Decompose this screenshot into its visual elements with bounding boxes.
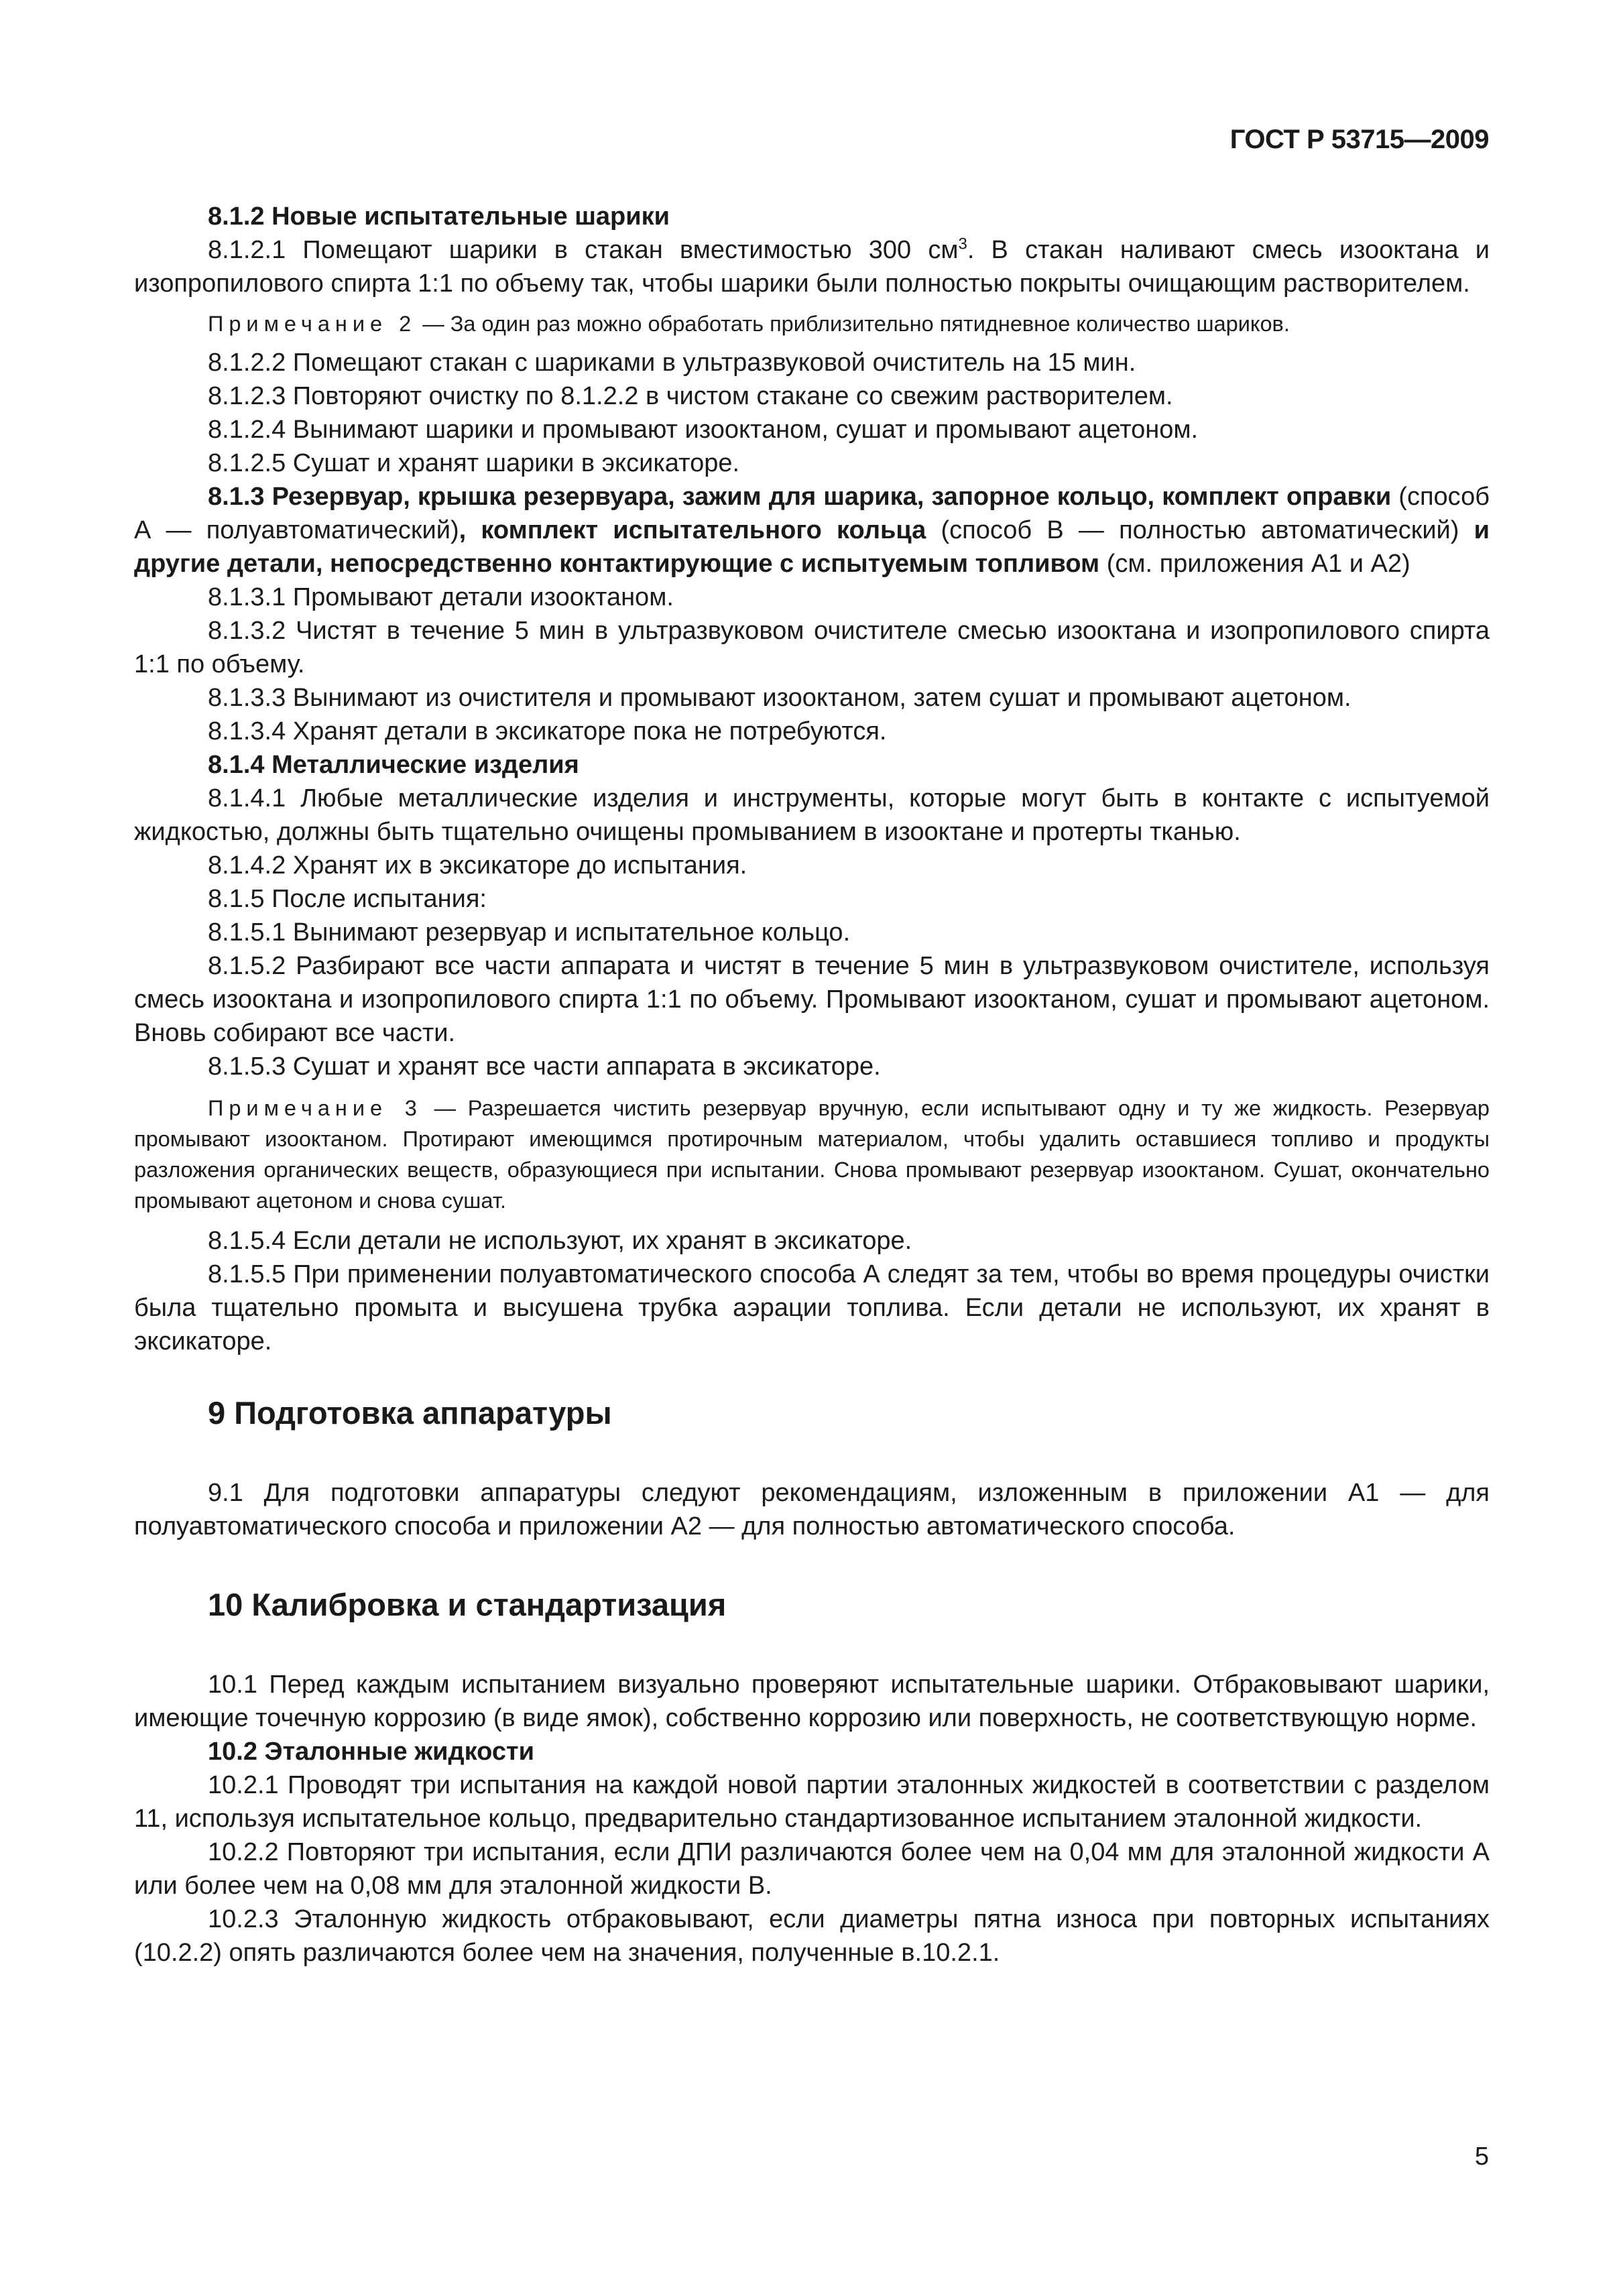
section-heading-8-1-4: 8.1.4 Металлические изделия — [208, 751, 579, 779]
paragraph-8-1-2-3: 8.1.2.3 Повторяют очистку по 8.1.2.2 в чистом стакане со свежим растворителем. — [208, 382, 1173, 410]
note-2 — [134, 308, 1490, 339]
paragraph-8-1-5-2: 8.1.5.2 Разбирают все части аппарата и чистят в течение 5 мин в ультразвуковом очистителе, используя смесь изооктана и изопропилового спирта 1:1 по объему. Промывают изооктаном, сушат и промывают ацетоном. Вновь собирают все части. — [134, 952, 1490, 1047]
paragraph-10-2-2: 10.2.2 Повторяют три испытания, если ДПИ различаются более чем на 0,04 мм для эталонной жидкости А или более чем на 0,08 мм для эталонной жидкости В. — [134, 1838, 1490, 1900]
paragraph-8-1-2-5: 8.1.2.5 Сушат и хранят шарики в эксикаторе. — [208, 449, 740, 477]
document-body — [134, 200, 1490, 1970]
paragraph-8-1-3-3: 8.1.3.3 Вынимают из очистителя и промывают изооктаном, затем сушат и промывают ацетоном. — [208, 684, 1351, 712]
superscript: 3 — [958, 235, 967, 253]
note-label: Примечание 3 — [208, 1096, 422, 1120]
paragraph-8-1-5-3: 8.1.5.3 Сушат и хранят все части аппарата в эксикаторе. — [208, 1052, 881, 1081]
paragraph-8-1-3-2: 8.1.3.2 Чистят в течение 5 мин в ультразвуковом очистителе смесью изооктана и изопропилового спирта 1:1 по объему. — [134, 617, 1490, 678]
paragraph-8-1-5: 8.1.5 После испытания: — [208, 885, 487, 913]
page-number: 5 — [1474, 2142, 1489, 2171]
note-text: — Разрешается чистить резервуар вручную, если испытывают одну и ту же жидкость. Резервуар промывают изооктаном. Протирают имеющимся протирочным материалом, чтобы удалить оставшиеся топливо и продукты разложения органических веществ, образующиеся при испытании. Снова промывают резервуар изооктаном. Сушат, окончательно промывают ацетоном и снова сушат. — [134, 1096, 1490, 1213]
paragraph-8-1-2-2: 8.1.2.2 Помещают стакан с шариками в ультразвуковой очиститель на 15 мин. — [208, 349, 1136, 377]
text-run: . В стакан наливают смесь изооктана и изопропилового спирта 1:1 по объему так, чтобы шарики были полностью покрыты очищающим растворителем. — [134, 236, 1490, 298]
bold-run: , комплект испытательного кольца — [459, 516, 926, 544]
note-label: Примечание 2 — [208, 312, 417, 336]
paragraph-8-1-3 — [134, 480, 1490, 581]
paragraph-8-1-3-1: 8.1.3.1 Промывают детали изооктаном. — [208, 583, 674, 611]
paragraph-8-1-5-5: 8.1.5.5 При применении полуавтоматического способа А следят за тем, чтобы во время процедуры очистки была тщательно промыта и высушена трубка аэрации топлива. Если детали не используют, их хранят в эксикаторе. — [134, 1260, 1490, 1355]
section-heading-10: 10 Калибровка и стандартизация — [208, 1587, 727, 1622]
paragraph-8-1-3-4: 8.1.3.4 Хранят детали в эксикаторе пока не потребуются. — [208, 717, 887, 745]
paragraph-10-1: 10.1 Перед каждым испытанием визуально проверяют испытательные шарики. Отбраковывают шарики, имеющие точечную коррозию (в виде ямок), собственно коррозию или поверхность, не соответствующую норме. — [134, 1671, 1490, 1732]
paragraph-8-1-2-4: 8.1.2.4 Вынимают шарики и промывают изооктаном, сушат и промывают ацетоном. — [208, 416, 1199, 444]
paragraph-8-1-4-1: 8.1.4.1 Любые металлические изделия и инструменты, которые могут быть в контакте с испытуемой жидкостью, должны быть тщательно очищены промыванием в изооктане и протерты тканью. — [134, 784, 1490, 846]
note-text: — За один раз можно обработать приблизительно пятидневное количество шариков. — [416, 312, 1290, 336]
paragraph-8-1-5-1: 8.1.5.1 Вынимают резервуар и испытательное кольцо. — [208, 918, 851, 947]
section-heading-10-2: 10.2 Эталонные жидкости — [208, 1738, 534, 1766]
paragraph-9-1: 9.1 Для подготовки аппаратуры следуют рекомендациям, изложенным в приложении А1 — для полуавтоматического способа и приложении А2 — для полностью автоматического способа. — [134, 1479, 1490, 1540]
text-run: (способ А — полуавтоматический) — [134, 483, 1490, 544]
paragraph-8-1-2-1 — [134, 233, 1490, 300]
section-heading-9: 9 Подготовка аппаратуры — [208, 1395, 612, 1431]
paragraph-8-1-5-4: 8.1.5.4 Если детали не используют, их хранят в эксикаторе. — [208, 1227, 912, 1255]
bold-run: 8.1.3 Резервуар, крышка резервуара, зажим для шарика, запорное кольцо, комплект оправки — [208, 483, 1392, 511]
text-run: (см. приложения А1 и А2) — [1099, 550, 1410, 578]
note-3 — [134, 1093, 1490, 1216]
bold-run: и другие детали, непосредственно контактирующие с испытуемым топливом — [134, 516, 1490, 578]
text-run: 8.1.2.1 Помещают шарики в стакан вместимостью 300 см — [208, 236, 959, 264]
section-heading-8-1-2: 8.1.2 Новые испытательные шарики — [208, 202, 670, 231]
paragraph-8-1-4-2: 8.1.4.2 Хранят их в эксикаторе до испытания. — [208, 851, 747, 880]
paragraph-10-2-1: 10.2.1 Проводят три испытания на каждой новой партии эталонных жидкостей в соответствии с разделом 11, используя испытательное кольцо, предварительно стандартизованное испытанием эталонной жидкости. — [134, 1771, 1490, 1833]
text-run: (способ В — полностью автоматический) — [926, 516, 1474, 544]
document-id-header: ГОСТ Р 53715—2009 — [1229, 125, 1489, 154]
paragraph-10-2-3: 10.2.3 Эталонную жидкость отбраковывают, если диаметры пятна износа при повторных испытаниях (10.2.2) опять различаются более чем на значения, полученные в.10.2.1. — [134, 1905, 1490, 1967]
